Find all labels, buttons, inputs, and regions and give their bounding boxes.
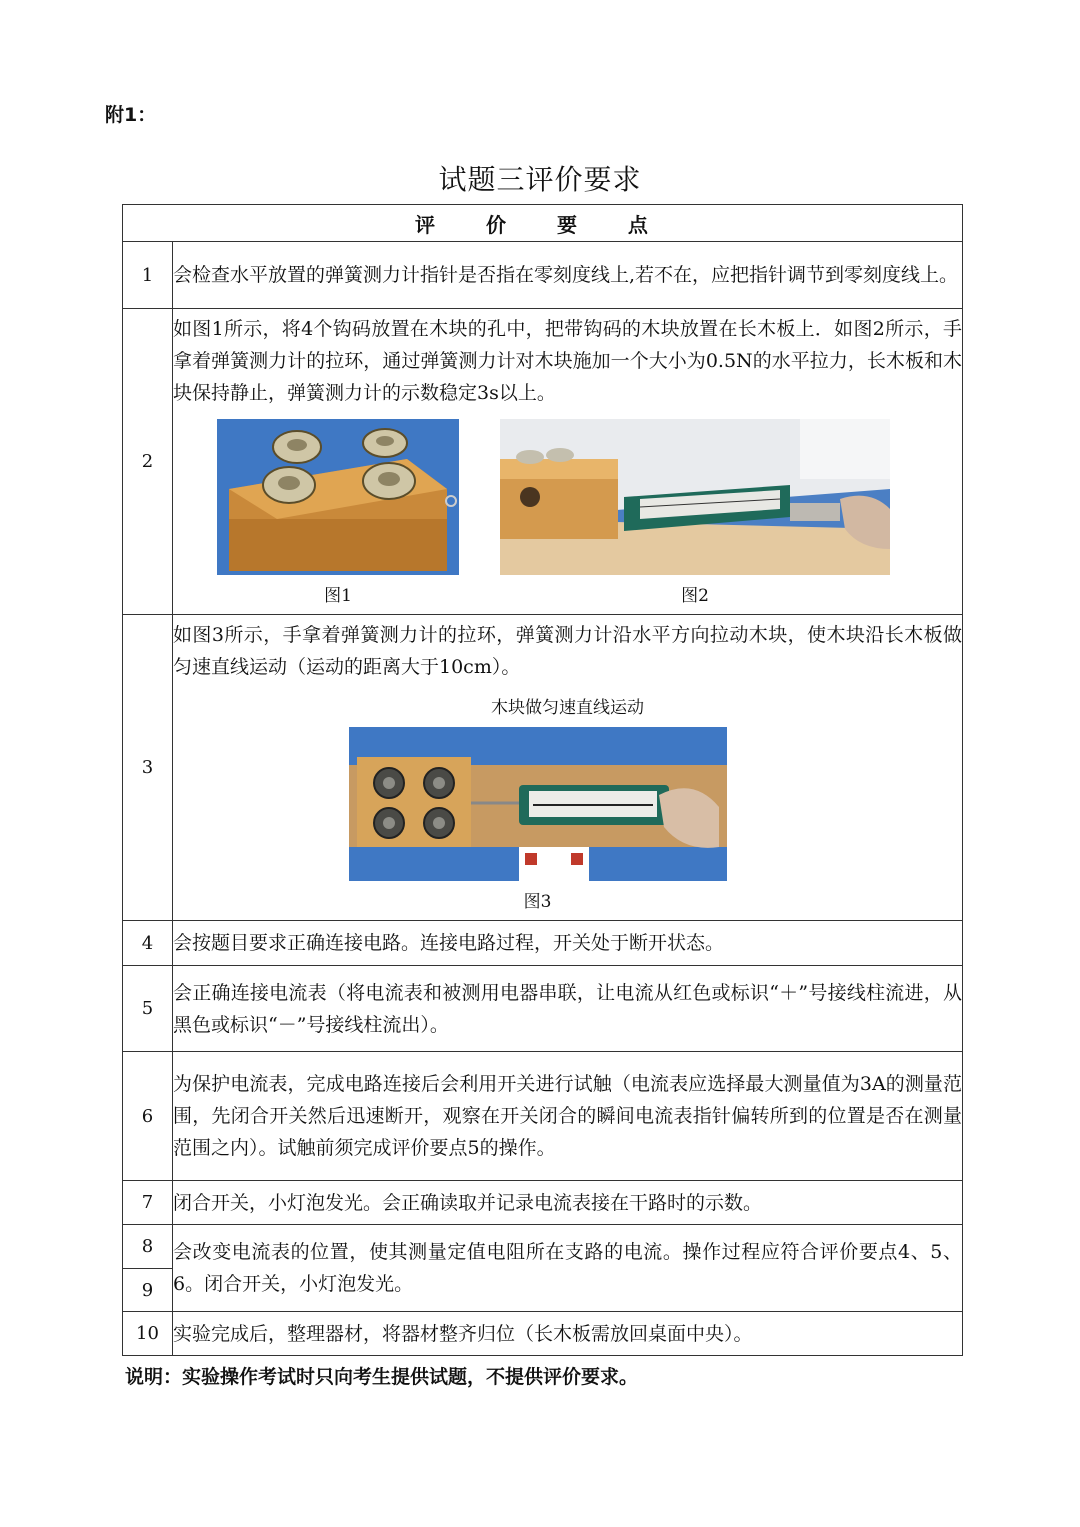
footnote: 说明：实验操作考试时只向考生提供试题，不提供评价要求。 xyxy=(125,1366,639,1388)
table-row xyxy=(123,1181,963,1225)
weights-block-photo xyxy=(217,419,459,575)
row-number: 10 xyxy=(123,1312,173,1356)
figure-3-title: 木块做匀速直线运动 xyxy=(491,698,644,718)
row-number: 5 xyxy=(123,966,173,1052)
row-text: 闭合开关，小灯泡发光。会正确读取并记录电流表接在干路时的示数。 xyxy=(173,1181,963,1225)
uniform-motion-photo xyxy=(349,727,727,881)
row-text: 会改变电流表的位置，使其测量定值电阻所在支路的电流。操作过程应符合评价要点4、5、6。闭合开关，小灯泡发光。 xyxy=(173,1225,963,1312)
spring-scale-pull-photo xyxy=(500,419,890,575)
table-row xyxy=(123,1052,963,1181)
figure-1-caption: 图1 xyxy=(324,586,352,606)
page-title: 试题三评价要求 xyxy=(438,163,642,196)
row-text: 会正确连接电流表（将电流表和被测用电器串联，让电流从红色或标识“＋”号接线柱流进，从黑色或标识“－”号接线柱流出）。 xyxy=(173,966,963,1052)
evaluation-table xyxy=(122,204,963,1356)
row-text: 会检查水平放置的弹簧测力计指针是否指在零刻度线上,若不在，应把指针调节到零刻度线上。 xyxy=(173,242,963,309)
figure-3-caption: 图3 xyxy=(523,892,552,912)
figure-3 xyxy=(349,727,727,913)
appendix-label: 附1： xyxy=(105,104,157,126)
table-row xyxy=(123,309,963,615)
row-number: 7 xyxy=(123,1181,173,1225)
row-number: 2 xyxy=(123,309,173,615)
table-row xyxy=(123,242,963,309)
row-number: 3 xyxy=(123,615,173,921)
table-row xyxy=(123,1225,963,1269)
row-text: 会按题目要求正确连接电路。连接电路过程，开关处于断开状态。 xyxy=(173,921,963,966)
row-text: 如图3所示，手拿着弹簧测力计的拉环，弹簧测力计沿水平方向拉动木块，使木块沿长木板做匀速直线运动（运动的距离大于10cm）。 xyxy=(173,624,962,678)
row-number: 1 xyxy=(123,242,173,309)
table-row xyxy=(123,1312,963,1356)
row-number: 9 xyxy=(123,1269,173,1312)
figure-1 xyxy=(217,419,459,607)
row-text: 实验完成后，整理器材，将器材整齐归位（长木板需放回桌面中央）。 xyxy=(173,1312,963,1356)
row-number: 6 xyxy=(123,1052,173,1181)
table-header: 评 价 要 点 xyxy=(123,205,963,242)
figure-2 xyxy=(500,419,890,607)
row-number: 4 xyxy=(123,921,173,966)
row-text: 如图1所示，将4个钩码放置在木块的孔中，把带钩码的木块放置在长木板上．如图2所示，手拿着弹簧测力计的拉环，通过弹簧测力计对木块施加一个大小为0.5N的水平拉力，长木板和木块保持静止，弹簧测力计的示数稳定3s以上。 xyxy=(173,318,962,404)
table-row xyxy=(123,921,963,966)
row-number: 8 xyxy=(123,1225,173,1269)
table-row xyxy=(123,966,963,1052)
table-row xyxy=(123,615,963,921)
row-text: 为保护电流表，完成电路连接后会利用开关进行试触（电流表应选择最大测量值为3A的测量范围，先闭合开关然后迅速断开，观察在开关闭合的瞬间电流表指针偏转所到的位置是否在测量范围之内）。试触前须完成评价要点5的操作。 xyxy=(173,1052,963,1181)
figure-2-caption: 图2 xyxy=(681,586,709,606)
